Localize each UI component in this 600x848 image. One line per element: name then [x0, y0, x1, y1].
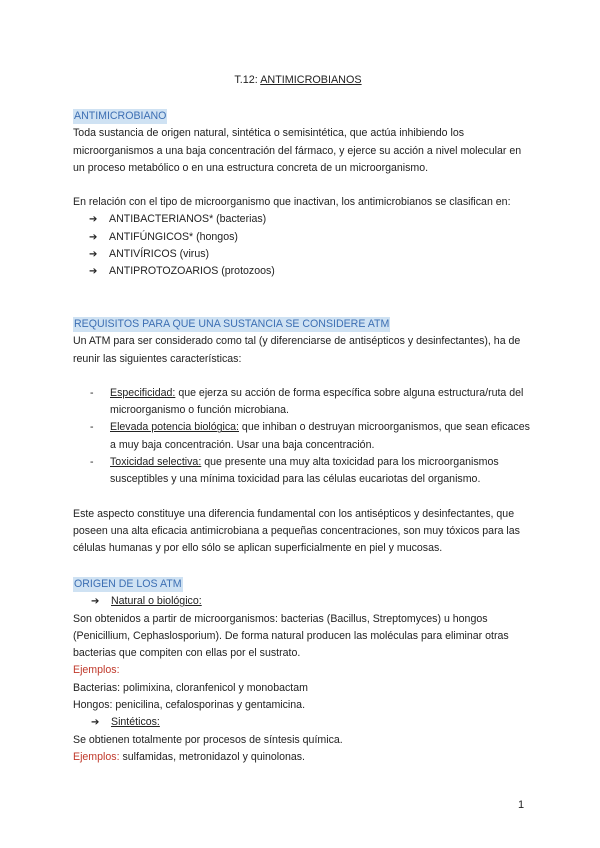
list-item: - Especificidad: que ejerza su acción de forma específica sobre alguna estructura/ruta del microorganismo o función microbiana. [90, 386, 524, 417]
arrow-icon: ➔ [89, 214, 98, 226]
classification-list [73, 211, 533, 280]
examples-sinteticos: Ejemplos: sulfamidas, metronidazol y quinolonas. [73, 750, 306, 763]
term: Especificidad: [110, 386, 176, 399]
subheading-sinteticos: ➔ Sintéticos: [73, 714, 533, 731]
examples-bacterias: Bacterias: polimixina, cloranfenicol y monobactam [73, 681, 308, 694]
subheading-natural: ➔ Natural o biológico: [73, 593, 533, 610]
section-origen [73, 576, 533, 766]
list-item: ➔ ANTIBACTERIANOS* (bacterias) [73, 211, 533, 228]
arrow-icon: ➔ [89, 266, 98, 278]
arrow-icon: ➔ [89, 249, 98, 261]
section-requisitos [73, 316, 533, 558]
examples-label: Ejemplos: [73, 664, 120, 677]
section-heading: ANTIMICROBIANO [74, 110, 167, 122]
requisitos-list [73, 385, 533, 489]
natural-paragraph: Son obtenidos a partir de microorganismos: bacterias (Bacillus, Streptomyces) u hongos (Penicillium, Cephaslosporium). De forma natural producen las moléculas para eliminar otras bacterias que compiten con ellas por el sustrato. [73, 612, 509, 660]
page-title [73, 72, 523, 89]
classification-intro: En relación con el tipo de microorganismo que inactivan, los antimicrobianos se clasifican en: [73, 196, 511, 209]
sinteticos-paragraph: Se obtienen totalmente por procesos de síntesis química. [73, 733, 343, 746]
term: Elevada potencia biológica: [110, 421, 239, 434]
comparison-paragraph: Este aspecto constituye una diferencia fundamental con los antisépticos y desinfectantes, que poseen una alta eficacia antimicrobiana a pequeñas concentraciones, son muy tóxicos para las células humanas y por ello sólo se aplican superficialmente en piel y mucosas. [73, 507, 520, 555]
list-item: - Elevada potencia biológica: que inhiban o destruyan microorganismos, que sean eficaces a muy baja concentración. Usar una baja concentración. [90, 421, 530, 451]
section-heading: ORIGEN DE LOS ATM [74, 578, 182, 590]
arrow-icon: ➔ [91, 717, 100, 729]
section-heading: REQUISITOS PARA QUE UNA SUSTANCIA SE CONSIDERE ATM [74, 318, 390, 330]
list-item: ➔ ANTIPROTOZOARIOS (protozoos) [73, 263, 533, 280]
examples-label: Ejemplos: [73, 750, 120, 763]
list-item: ➔ ANTIVÍRICOS (virus) [73, 246, 533, 263]
page-number: 1 [518, 799, 525, 811]
requisitos-intro: Un ATM para ser considerado como tal (y diferenciarse de antisépticos y desinfectantes), ha de reunir las siguientes características: [73, 335, 521, 365]
term: Toxicidad selectiva: [110, 456, 202, 469]
section-antimicrobiano [73, 108, 533, 281]
list-item: - Toxicidad selectiva: que presente una muy alta toxicidad para los microorganismos susceptibles y una mínima toxicidad para las células eucariotas del organismo. [90, 456, 499, 486]
examples-hongos: Hongos: penicilina, cefalosporinas y gentamicina. [73, 699, 306, 712]
arrow-icon: ➔ [91, 596, 100, 608]
definition-paragraph: Toda sustancia de origen natural, sintética o semisintética, que actúa inhibiendo los microorganismos a una baja concentración del fármaco, y ejerce su acción a nivel molecular en un proceso metabólico o en una estructura concreta de un microorganismo. [73, 127, 522, 174]
title-main: ANTIMICROBIANOS [260, 74, 362, 86]
title-prefix: T.12: [234, 74, 261, 86]
list-item: ➔ ANTIFÚNGICOS* (hongos) [73, 229, 533, 246]
arrow-icon: ➔ [89, 231, 98, 243]
